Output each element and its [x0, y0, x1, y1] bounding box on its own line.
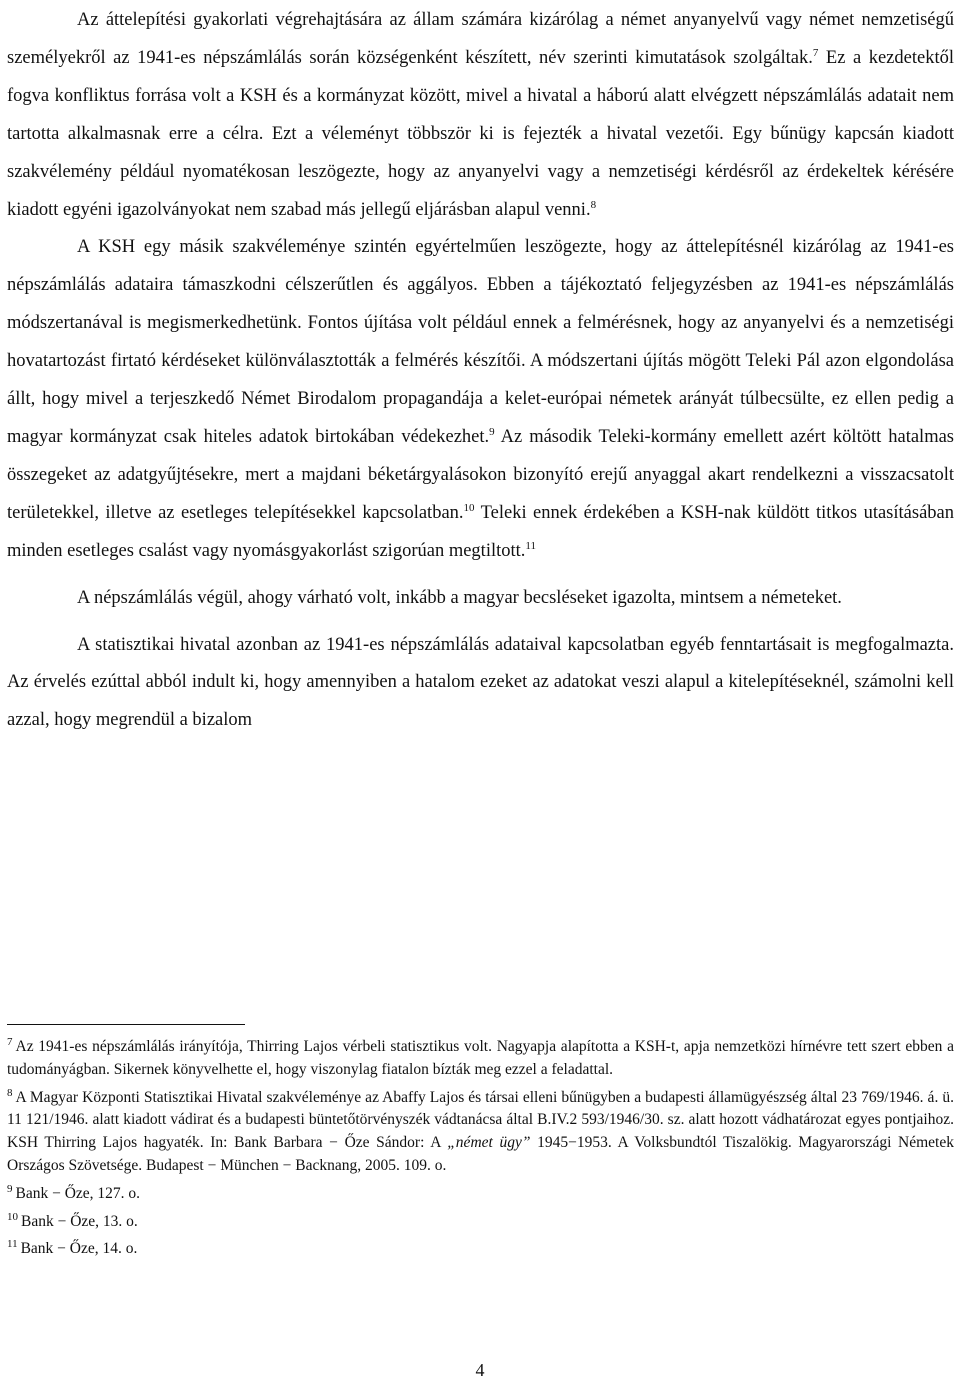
footnote-8-title-italic: „német ügy” — [447, 1134, 531, 1152]
footnote-separator — [7, 1024, 245, 1025]
footnote-11-number: 11 — [7, 1238, 18, 1251]
body-text — [7, 0, 954, 740]
paragraph-1 — [7, 2, 954, 229]
footnote-ref-10[interactable]: 10 — [463, 501, 475, 514]
footnote-9-number: 9 — [7, 1182, 13, 1195]
footnote-8-text-b: 1945−1953. A Volksbundtól Tiszalökig. Magyarországi Németek Országos Szövetsége. Budapest − München − Backnang, 2005. 109. o. — [7, 1134, 954, 1174]
page-number: 4 — [475, 1360, 485, 1380]
footnote-9-text: Bank − Őze, 127. o. — [15, 1184, 141, 1202]
footnote-11 — [7, 1238, 954, 1261]
footnote-ref-8[interactable]: 8 — [590, 198, 597, 211]
footnote-10-text: Bank − Őze, 13. o. — [21, 1212, 138, 1230]
paragraph-2 — [7, 229, 954, 570]
footnote-8-number: 8 — [7, 1086, 13, 1099]
footnote-8-text-a: A Magyar Központi Statisztikai Hivatal szakvéleménye az Abaffy Lajos és társai elleni bűnügyben a budapesti államügyészség által 23 769/1946. á. ü. 11 121/1946. alatt kiadott vádirat és a budapesti büntetőtörvényszék vádtanácsa által B.IV.2 593/1946/30. sz. alatt hozott vádhatározat egyes pontjaihoz. KSH Thirring Lajos hagyaték. In: Bank Barbara − Őze Sándor: A — [7, 1088, 954, 1152]
footnote-ref-7[interactable]: 7 — [812, 46, 819, 59]
paragraph-1-text-b: Ez a kezdetektől fogva konfliktus forrása volt a KSH és a kormányzat között, mivel a hivatal a háború alatt elvégzett népszámlálás adatait nem tartotta alkalmasnak erre a célra. Ezt a véleményt többször ki is fejezték a hivatal vezetői. Egy bűnügy kapcsán kiadott szakvélemény például nyomatékosan leszögezte, hogy az anyanyelvi vagy a nemzetiségi kérdésről az érdekeltek kérésére kiadott egyéni igazolványokat nem szabad más jellegű eljárásban alapul venni. — [7, 47, 954, 220]
paragraph-4 — [7, 627, 954, 741]
footnote-ref-9[interactable]: 9 — [489, 425, 495, 438]
footnote-7-number: 7 — [7, 1036, 13, 1048]
footnote-10 — [7, 1211, 954, 1234]
footnote-11-text: Bank − Őze, 14. o. — [20, 1240, 138, 1258]
paragraph-1-text-a: Az áttelepítési gyakorlati végrehajtására az állam számára kizárólag a német anyanyelvű vagy német nemzetiségű személyekről az 1941-es népszámlálás során községenként készített, név szerinti kimutatások szolgáltak. — [7, 10, 954, 68]
paragraph-2-text-a: A KSH egy másik szakvéleménye szintén egyértelműen leszögezte, hogy az áttelepítésnél kizárólag az 1941-es népszámlálás adataira támaszkodni célszerűtlen és aggályos. Ebben a tájékoztató feljegyzésben az 1941-es népszámlálás módszertanával is megismerkedhetünk. Fontos újítása volt például ennek a felmérésnek, hogy az anyanyelvi és a nemzetiségi hovatartozást firtató kérdéseket különválasztották a felmérés készítői. A módszertani újítás mögött Teleki Pál azon elgondolása állt, hogy mivel a terjeszkedő Német Birodalom propagandája a kelet-európai németek arányát túlbecsülte, ez ellen pedig a magyar kormányzat csak hiteles adatok birtokában védekezhet. — [7, 237, 954, 447]
footnotes — [7, 1036, 954, 1261]
paragraph-3-text: A népszámlálás végül, ahogy várható volt, inkább a magyar becsléseket igazolta, mintsem a németeket. — [77, 587, 842, 608]
footnote-9 — [7, 1183, 954, 1206]
footnote-ref-11[interactable]: 11 — [525, 539, 536, 552]
footnote-7 — [7, 1036, 954, 1082]
footnote-10-number: 10 — [7, 1210, 18, 1223]
paragraph-4-text: A statisztikai hivatal azonban az 1941-es népszámlálás adataival kapcsolatban egyéb fenntartásait is megfogalmazta. Az érvelés ezúttal abból indult ki, hogy amennyiben a hatalom ezeket az adatokat veszi alapul a kitelepítéseknél, számolni kell azzal, hogy megrendül a bizalom — [7, 634, 954, 731]
paragraph-3 — [7, 580, 954, 618]
footnote-8 — [7, 1087, 954, 1178]
footnote-7-text: Az 1941-es népszámlálás irányítója, Thirring Lajos vérbeli statisztikus volt. Nagyapja alapította a KSH-t, apja nemzetközi hírnévre tett szert ebben a tudományágban. Sikernek könyvelhette el, hogy viszonylag fiatalon bízták meg ezzel a feladattal. — [7, 1038, 954, 1078]
paragraph-2-text-b: Az második Teleki-kormány emellett azért költött hatalmas összegeket az adatgyűjtésekre, mert a majdani béketárgyalásokon bizonyító erejű anyaggal akart rendelkezni a visszacsatolt területekkel, illetve az esetleges telepítésekkel kapcsolatban. — [7, 426, 954, 523]
paragraph-2-text-c: Teleki ennek érdekében a KSH-nak küldött titkos utasításában minden esetleges csalást vagy nyomásgyakorlást szigorúan megtiltott. — [7, 502, 954, 561]
